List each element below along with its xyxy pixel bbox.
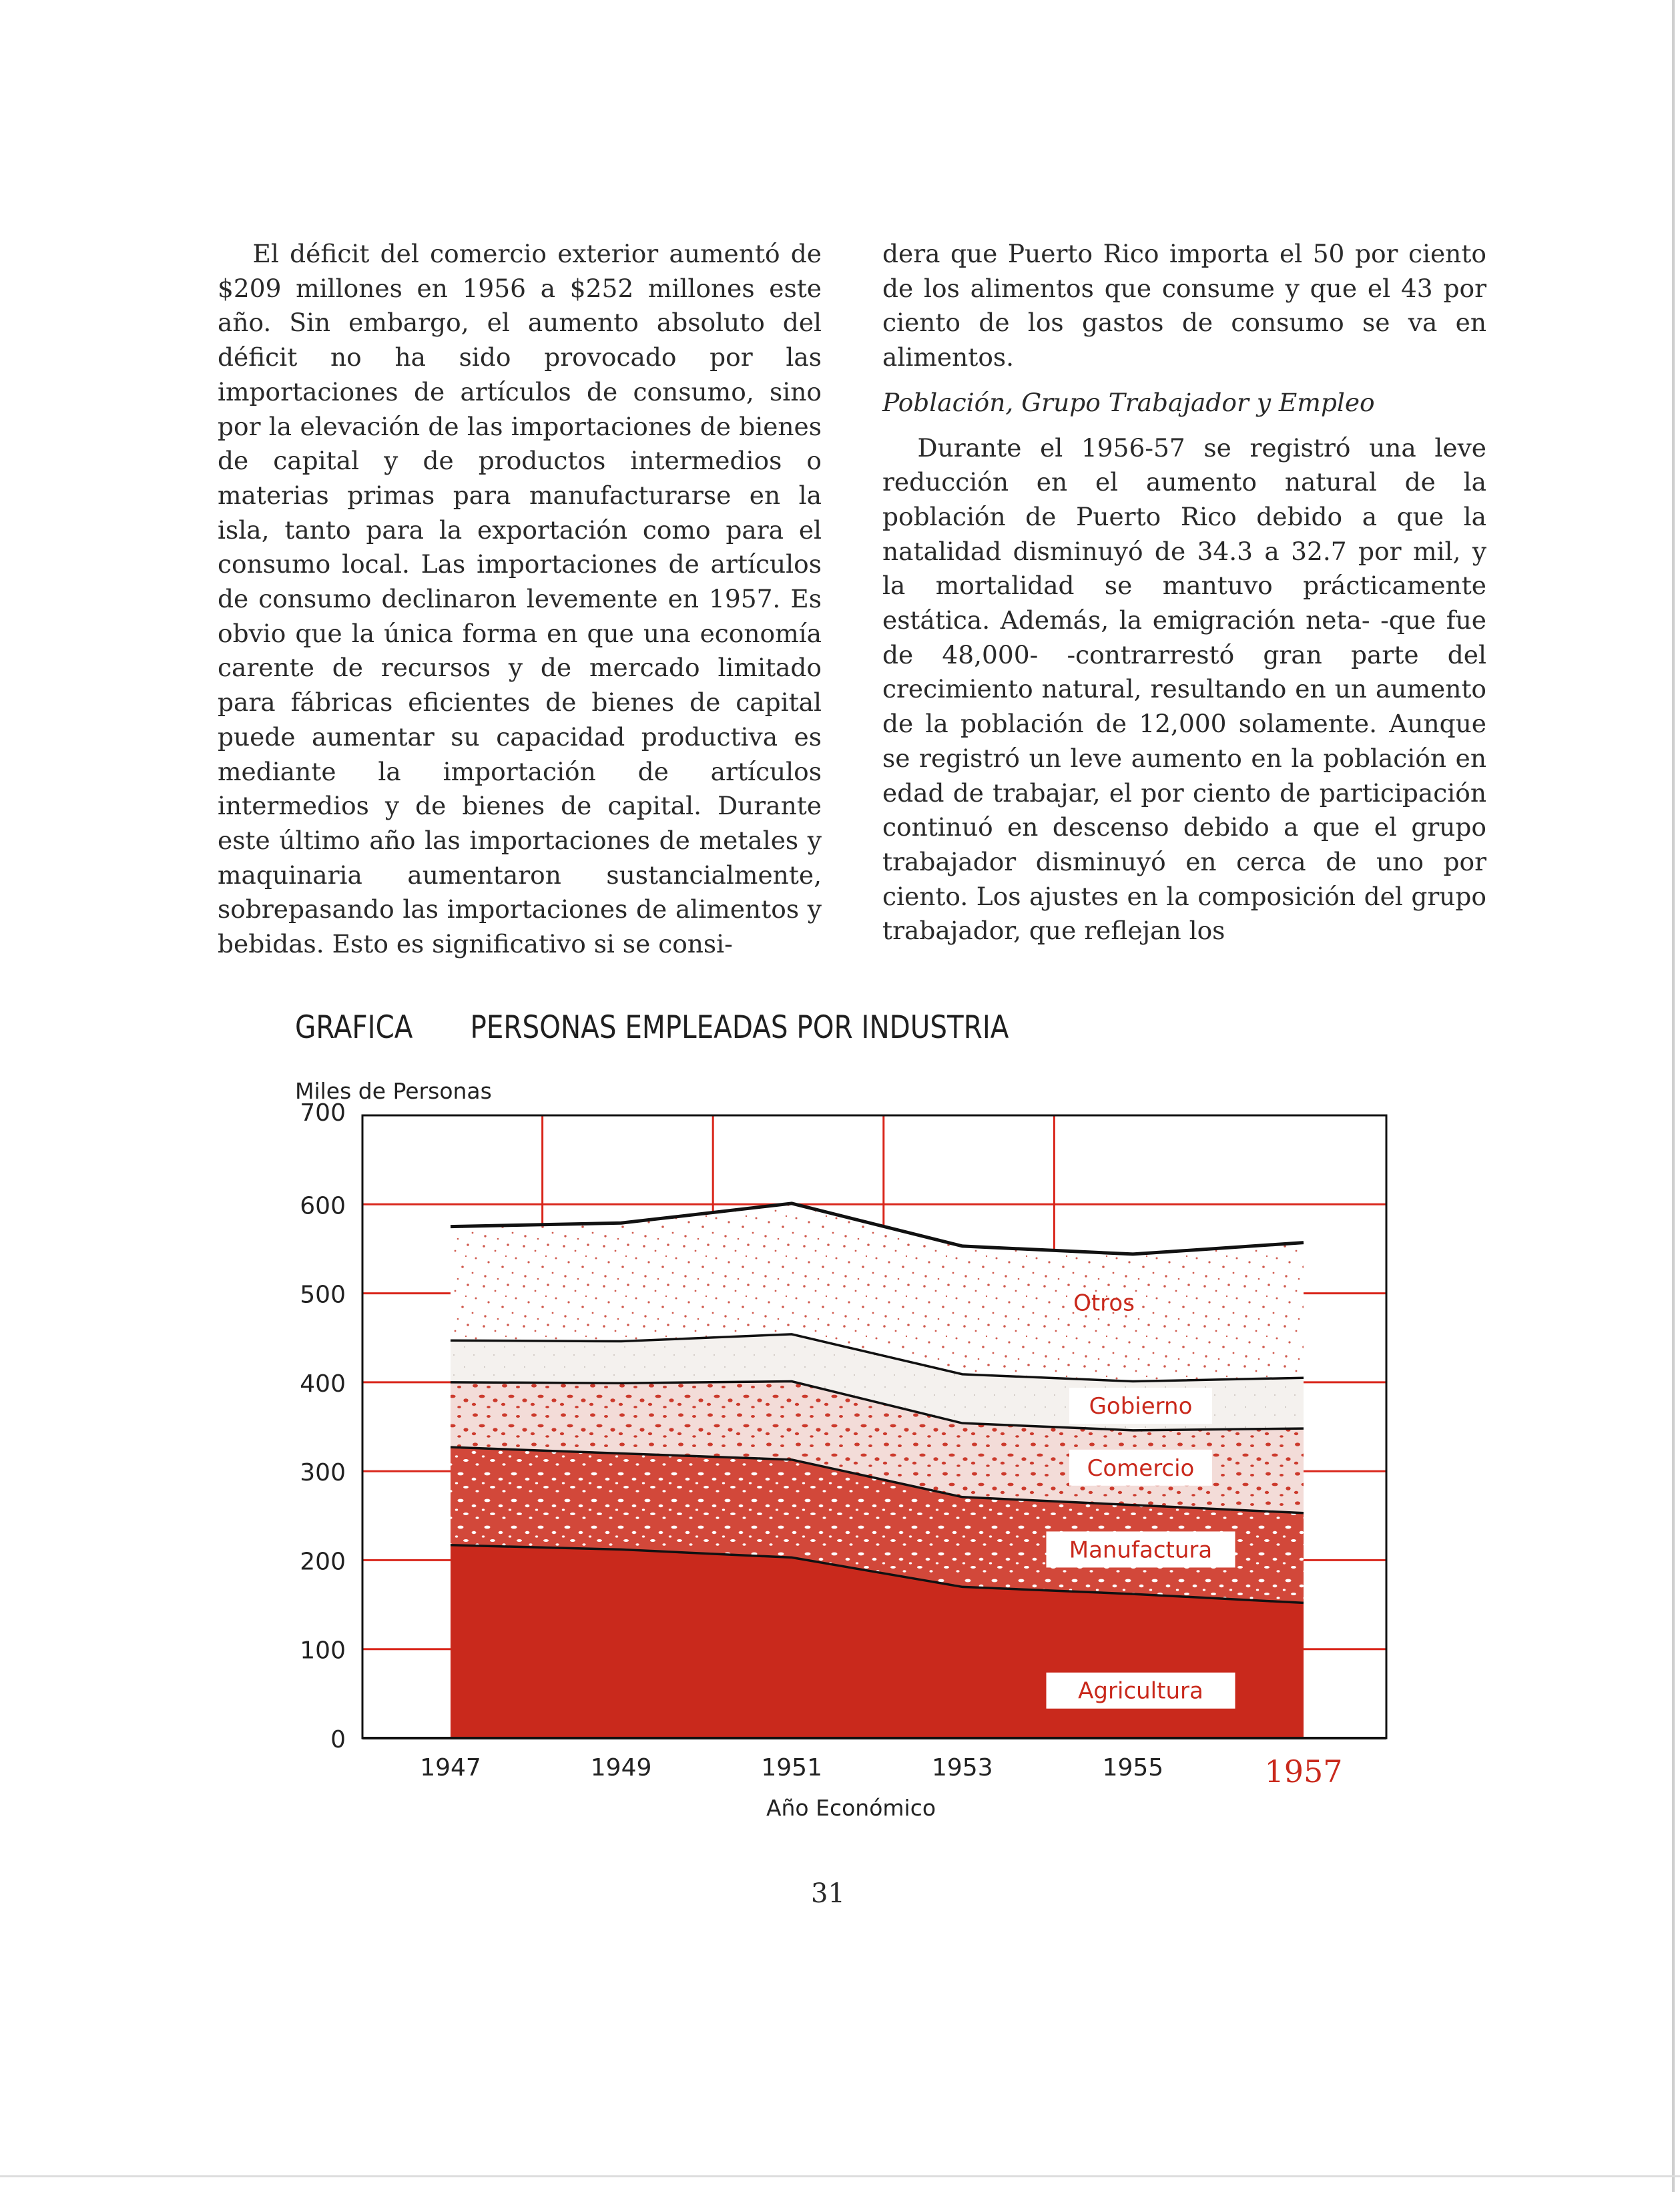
x-tick-label-1957: 1957 (1264, 1753, 1343, 1790)
chart-title: PERSONAS EMPLEADAS POR INDUSTRIA (470, 1009, 1009, 1046)
y-tick-label-200: 200 (300, 1548, 346, 1576)
right-paragraph-2: Durante el 1956-57 se registró una leve reducción en el aumento natural de la población de Puerto Rico debido a que la natalidad disminuyó de 34.3 a 32.7 por mil, y la mortalidad se mantuvo prácticamente estática. Además, la emigración neta- -que fue de 48,000- -contrarrestó gran parte del crecimiento natural, resultando en un aumento de la población de 12,000 solamente. Aunque se registró un leve aumento en la población en edad de trabajar, el por ciento de participación continuó en descenso debido a que el grupo trabajador disminuyó en cerca de uno por ciento. Los ajustes en la composición del grupo trabajador, que reflejan los (882, 433, 1486, 946)
section-heading: Población, Grupo Trabajador y Empleo (882, 387, 1375, 417)
label-otros: Otros (1073, 1290, 1135, 1317)
y-tick-label-400: 400 (300, 1370, 346, 1398)
x-tick-label-1955: 1955 (1102, 1754, 1164, 1782)
chart-label: GRAFICA (295, 1009, 413, 1046)
label-manufactura: Manufactura (1069, 1537, 1213, 1564)
label-comercio: Comercio (1087, 1454, 1195, 1482)
y-tick-label-600: 600 (300, 1192, 346, 1220)
label-gobierno: Gobierno (1089, 1393, 1193, 1420)
x-tick-label-1947: 1947 (420, 1754, 481, 1782)
left-paragraph: El déficit del comercio exterior aumentó de $209 millones en 1956 a $252 millones este año. Sin embargo, el aumento absoluto del déficit no ha sido provocado por las importaciones de artículos de consumo, sino por la elevación de las importaciones de bienes de capital y de productos intermedios o materias primas para manufacturarse en la isla, tanto para la exportación como para el consumo local. Las importaciones de artículos de consumo declinaron levemente en 1957. Es obvio que la única forma en que una economía carente de recursos y de mercado limitado para fábricas eficientes de bienes de capital puede aumentar su capacidad productiva es mediante la importación de artículos intermedios y de bienes de capital. Durante este último año las importaciones de metales y maquinaria aumentaron sustancialmente, sobrepasando las importaciones de alimentos y bebidas. Esto es significativo si se consi- (218, 239, 822, 959)
label-agricultura: Agricultura (1078, 1677, 1203, 1705)
y-tick-label-0: 0 (330, 1726, 346, 1753)
y-tick-label-700: 700 (300, 1099, 346, 1127)
y-tick-label-300: 300 (300, 1459, 346, 1487)
page-number: 31 (811, 1878, 845, 1909)
x-tick-label-1951: 1951 (761, 1754, 823, 1782)
right-paragraph-1: dera que Puerto Rico importa el 50 por ciento de los alimentos que consume y que el 43 por ciento de los gastos de consumo se va en alimentos. (882, 239, 1486, 372)
x-axis-title: Año Económico (766, 1795, 936, 1821)
y-tick-label-500: 500 (300, 1281, 346, 1309)
y-axis-title: Miles de Personas (295, 1078, 492, 1104)
x-tick-label-1949: 1949 (590, 1754, 652, 1782)
x-tick-label-1953: 1953 (931, 1754, 993, 1782)
y-tick-label-100: 100 (300, 1637, 346, 1665)
page-bottom-edge (0, 2175, 1680, 2177)
